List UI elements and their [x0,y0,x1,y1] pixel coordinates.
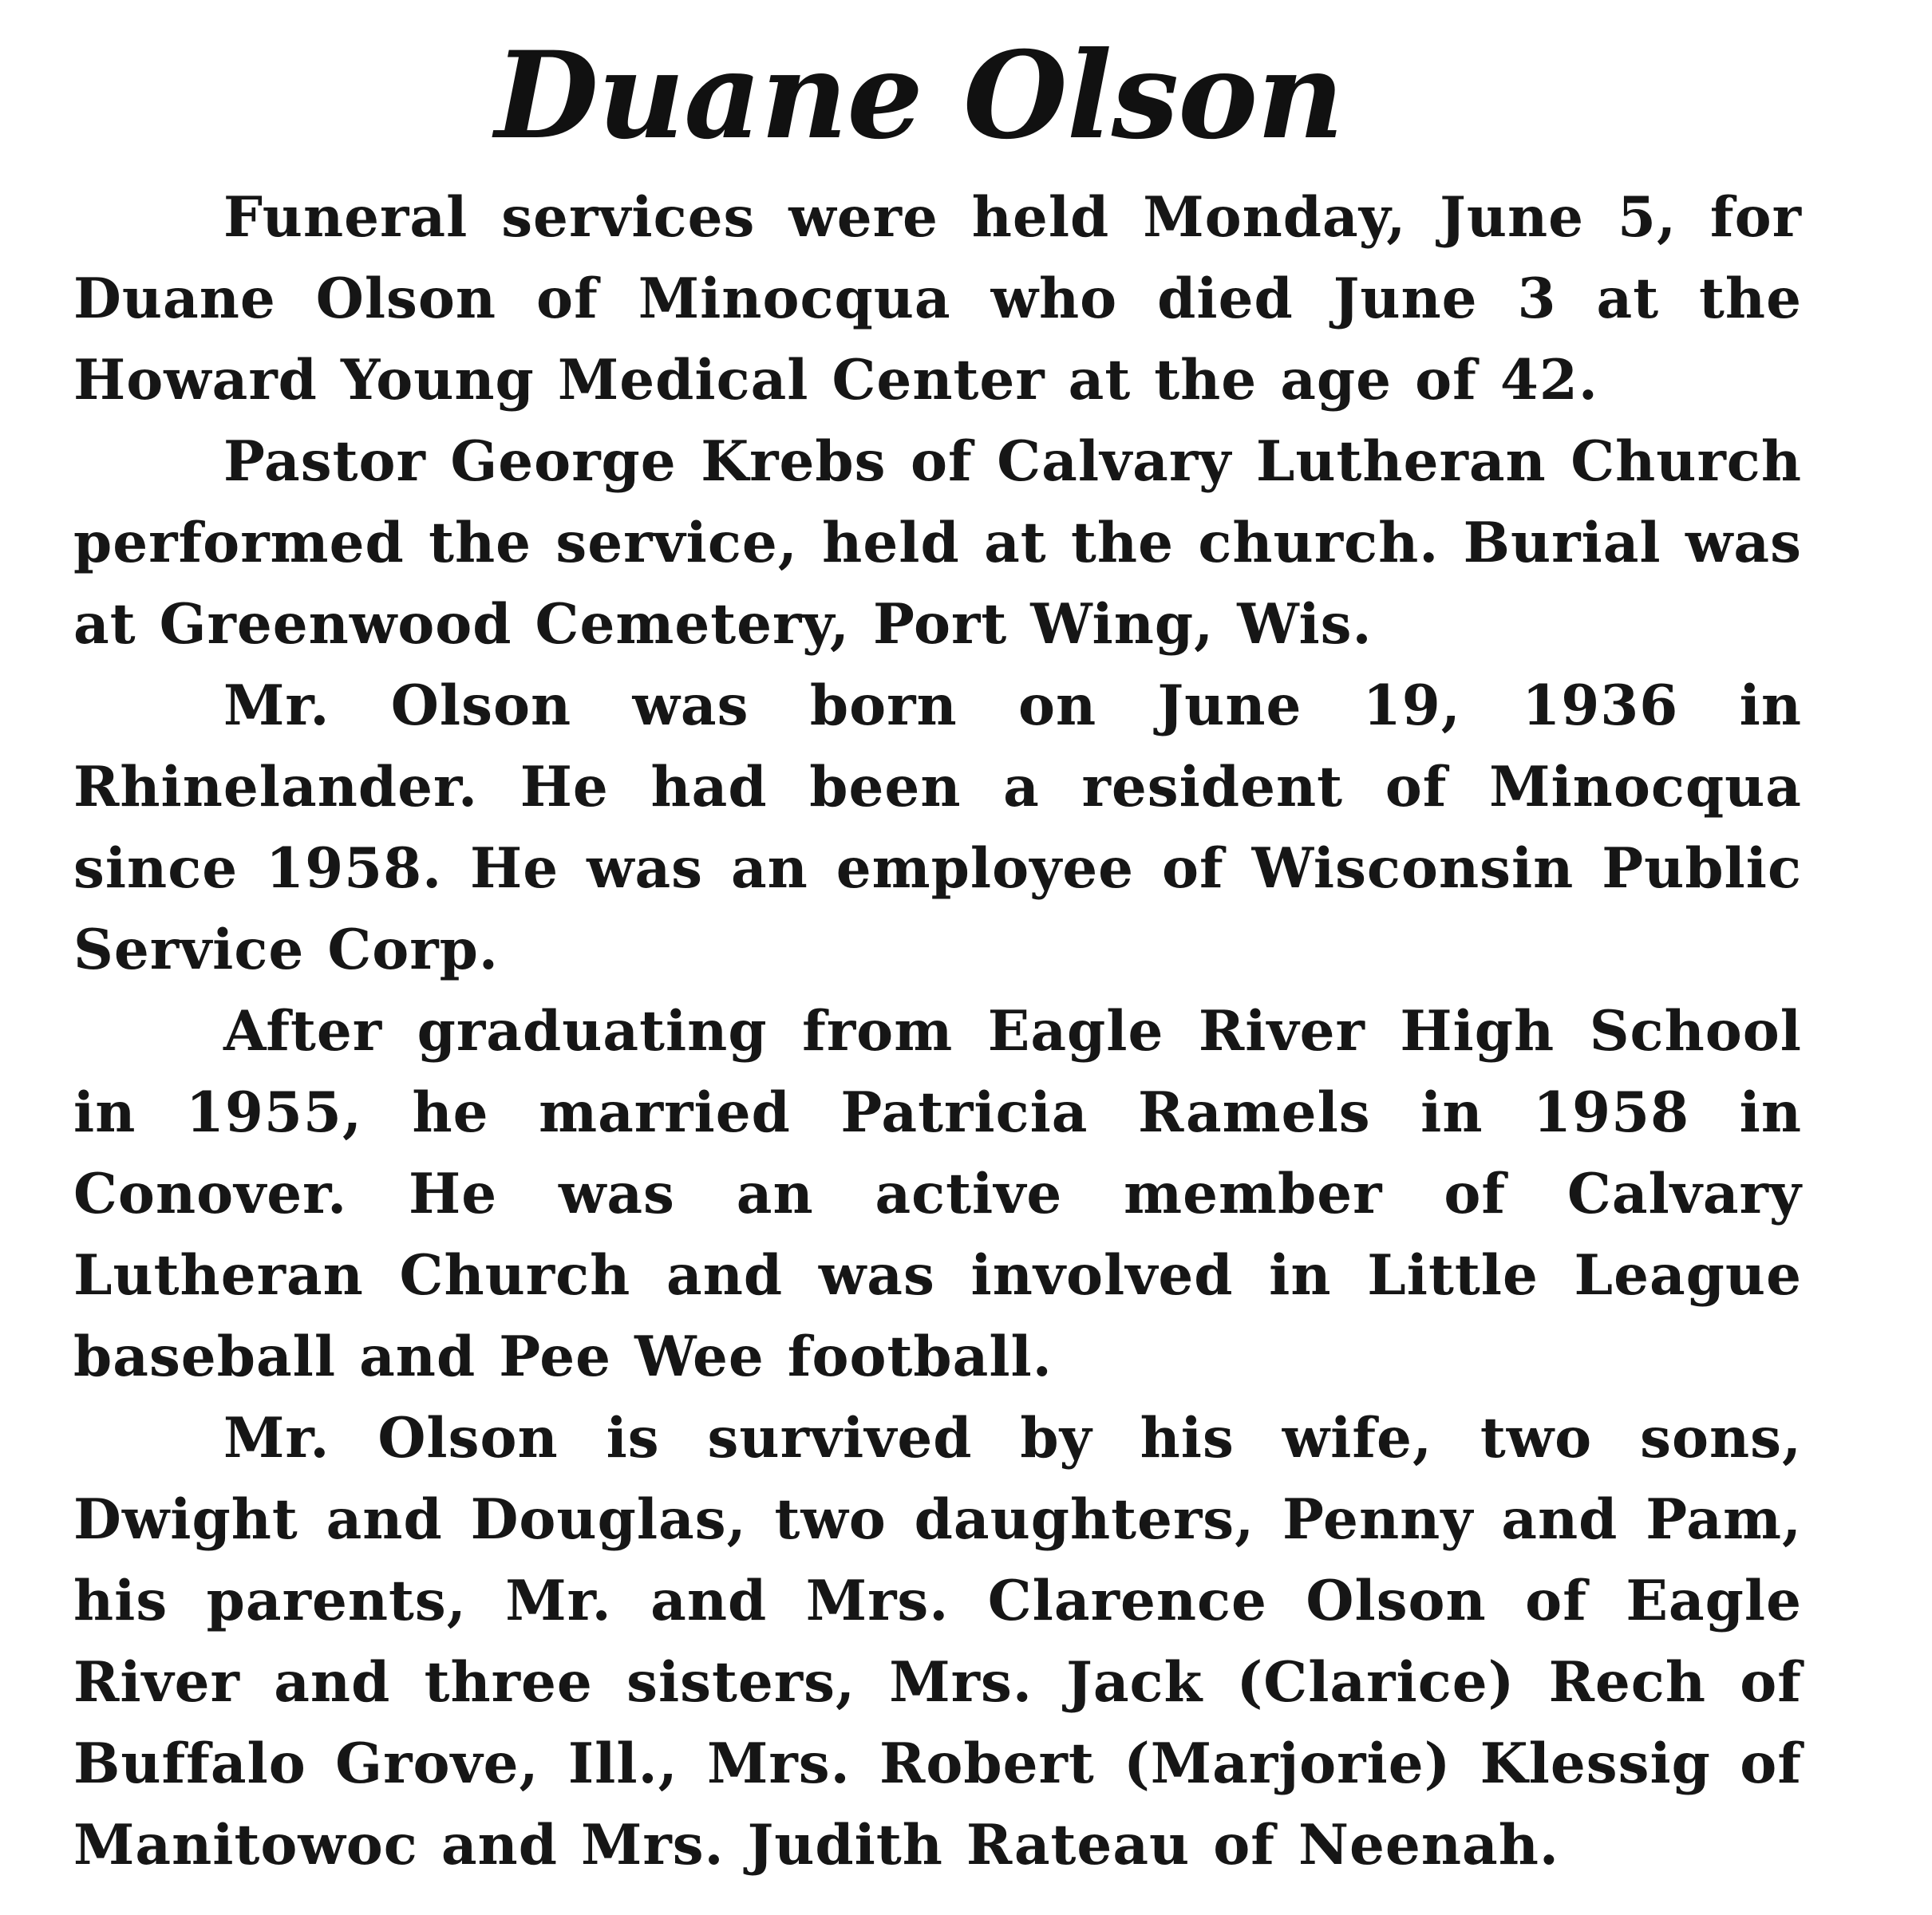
headline: Duane Olson [495,26,1344,166]
paragraph-funeral-services: Funeral services were held Monday, June 5, for Duane Olson of Minocqua who died June 3 at the Howard Young Medical Center at the age of 42. [73,185,1802,413]
article-body [73,177,1802,1886]
paragraph-service-burial: Pastor George Krebs of Calvary Lutheran Church performed the service, held at the church. Burial was at Greenwood Cemetery, Port Wing, Wis. [73,429,1802,657]
paragraph-biography: Mr. Olson was born on June 19, 1936 in Rhinelander. He had been a resident of Minocqua since 1958. He was an employee of Wisconsin Public Service Corp. [73,673,1802,982]
paragraph-education-family: After graduating from Eagle River High School in 1955, he married Patricia Ramels in 1958 in Conover. He was an active member of Calvary Lutheran Church and was involved in Little League baseball and Pee Wee football. [73,999,1802,1389]
paragraph-survivors: Mr. Olson is survived by his wife, two sons, Dwight and Douglas, two daughters, Penny and Pam, his parents, Mr. and Mrs. Clarence Olson of Eagle River and three sisters, Mrs. Jack (Clarice) Rech of Buffalo Grove, Ill., Mrs. Robert (Marjorie) Klessig of Manitowoc and Mrs. Judith Rateau of Neenah. [73,1406,1802,1877]
